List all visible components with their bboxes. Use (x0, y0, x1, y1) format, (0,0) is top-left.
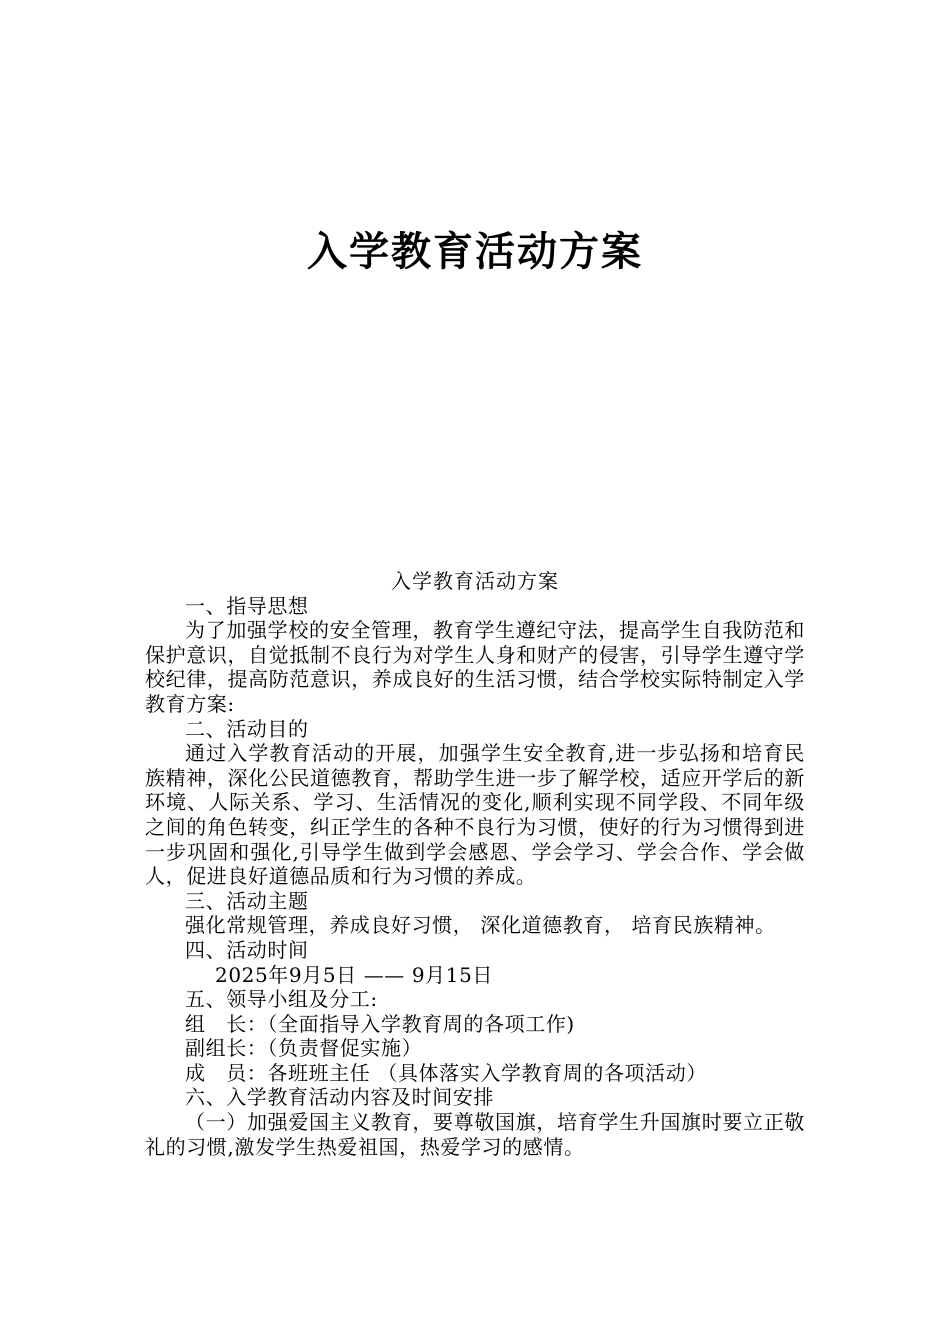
section-heading-leadership-group: 五、领导小组及分工: (185, 987, 378, 1012)
section-body-activity-time: 2025年9月5日 —— 9月15日 (215, 962, 494, 987)
section-heading-activity-purpose: 二、活动目的 (185, 716, 309, 741)
document-body (145, 569, 805, 1159)
section-body-guiding-ideology: 为了加强学校的安全管理，教育学生遵纪守法，提高学生自我防范和保护意识，自觉抵制不良行为对学生人身和财产的侵害，引导学生遵守学校纪律，提高防范意识，养成良好的生活习惯，结合学校实际特制定入学教育方案: (145, 618, 805, 716)
leadership-leader: 组 长：（全面指导入学教育周的各项工作) (185, 1011, 575, 1036)
section-body-activity-theme: 强化常规管理，养成良好习惯， 深化道德教育， 培育民族精神。 (185, 913, 776, 938)
section-heading-content-schedule: 六、入学教育活动内容及时间安排 (185, 1085, 494, 1110)
leadership-members: 成 员：各班班主任 （具体落实入学教育周的各项活动） (185, 1060, 707, 1085)
leadership-deputy: 副组长：（负责督促实施） (185, 1036, 423, 1061)
schedule-item-patriotism: （一）加强爱国主义教育，要尊敬国旗，培育学生升国旗时要立正敬礼的习惯,激发学生热爱祖国，热爱学习的感情。 (145, 1110, 805, 1159)
document-title: 入学教育活动方案 (391, 569, 559, 593)
section-heading-activity-theme: 三、活动主题 (185, 888, 309, 913)
cover-title: 入学教育活动方案 (307, 229, 643, 275)
section-heading-activity-time: 四、活动时间 (185, 937, 309, 962)
section-body-activity-purpose: 通过入学教育活动的开展，加强学生安全教育,进一步弘扬和培育民族精神，深化公民道德教育，帮助学生进一步了解学校，适应开学后的新环境、人际关系、学习、生活情况的变化,顺利实现不同学段、不同年级之间的角色转变，纠正学生的各种不良行为习惯，使好的行为习惯得到进一步巩固和强化,引导学生做到学会感恩、学会学习、学会合作、学会做人，促进良好道德品质和行为习惯的养成。 (145, 741, 805, 889)
section-heading-guiding-ideology: 一、指导思想 (185, 593, 309, 618)
